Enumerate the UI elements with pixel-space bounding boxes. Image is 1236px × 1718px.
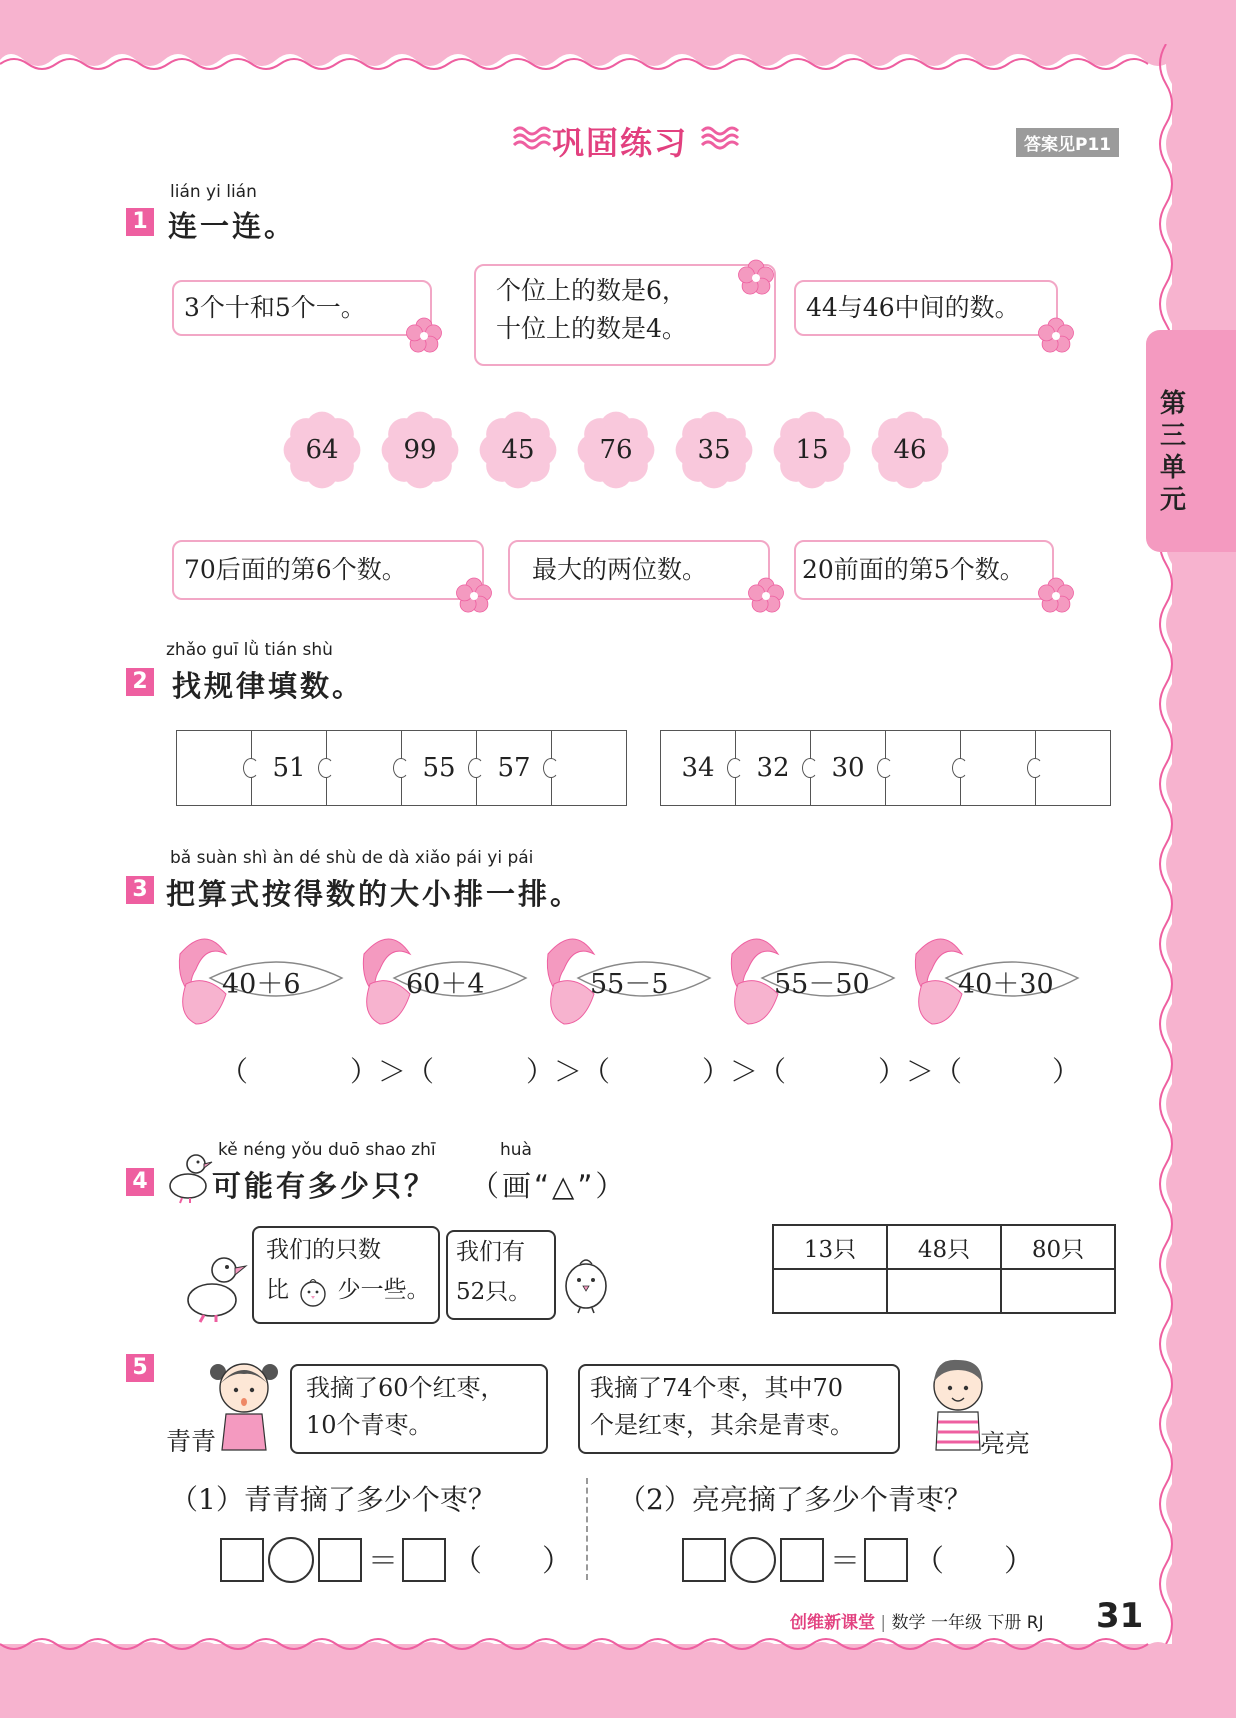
answer-reference: 答案见P11	[1016, 128, 1119, 157]
number-flower-value: 46	[893, 435, 927, 465]
duck-speech-line1: 我们的只数	[266, 1237, 381, 1263]
q2-row1-piece[interactable]	[551, 730, 627, 806]
q2-row1-piece: 51	[251, 730, 327, 806]
unit-side-tab-label: 第三单元	[1159, 389, 1186, 515]
order-blank[interactable]	[614, 1046, 694, 1088]
chick-inline-icon	[296, 1274, 330, 1308]
q4-answer-table	[772, 1224, 1116, 1314]
q1-title: 连一连。	[168, 209, 297, 243]
card-flower-icon	[1036, 316, 1076, 356]
card-flower-icon	[454, 576, 494, 616]
q4-mark-cell-80[interactable]	[1001, 1269, 1115, 1313]
right-wave-border	[1150, 44, 1190, 1644]
operator-circle[interactable]	[268, 1537, 314, 1583]
order-blank[interactable]	[966, 1046, 1046, 1088]
q4-option-80: 80只	[1001, 1225, 1115, 1269]
order-paren: ）	[1052, 1055, 1081, 1088]
boy-name: 亮亮	[980, 1429, 1031, 1458]
girl-speech-line1: 我摘了60个红枣，	[306, 1374, 505, 1402]
number-flower[interactable]	[380, 410, 460, 490]
duck-speech-bubble	[252, 1226, 440, 1324]
puzzle-notch	[243, 758, 259, 778]
puzzle-notch	[1027, 758, 1043, 778]
puzzle-notch	[802, 758, 818, 778]
q2-row1-piece: 55	[401, 730, 477, 806]
chick-icon	[560, 1250, 612, 1314]
answer-box[interactable]	[220, 1538, 264, 1582]
q3-number: 3	[126, 876, 154, 904]
number-flower[interactable]	[282, 410, 362, 490]
answer-box[interactable]	[402, 1538, 446, 1582]
order-paren: （	[220, 1055, 249, 1088]
bottom-wave-border	[0, 1628, 1172, 1668]
q2-row1-piece: 57	[476, 730, 552, 806]
number-flower-value: 64	[305, 435, 339, 465]
q4-mark-cell-48[interactable]	[887, 1269, 1001, 1313]
q1-card-top-2	[474, 264, 776, 366]
q5-sub1: （1）青青摘了多少个枣？	[170, 1483, 496, 1516]
footer-volume: 下册	[987, 1613, 1022, 1633]
q5-sub2: （2）亮亮摘了多少个青枣？	[618, 1483, 972, 1516]
girl-name: 青青	[166, 1427, 217, 1456]
order-blank[interactable]	[438, 1046, 518, 1088]
q4-pinyin-hua: huà	[500, 1140, 532, 1160]
page-title: 巩固练习	[552, 124, 689, 162]
girl-speech-line2: 10个青枣。	[306, 1411, 433, 1439]
number-flower[interactable]	[772, 410, 852, 490]
answer-box[interactable]	[318, 1538, 362, 1582]
title-wave-left-icon	[512, 125, 556, 151]
number-flower-value: 35	[697, 435, 731, 465]
q2-number: 2	[126, 668, 154, 696]
q5-number: 5	[126, 1354, 154, 1382]
q2-title: 找规律填数。	[172, 669, 365, 703]
q1-card-bottom-3: 20前面的第5个数。	[794, 540, 1054, 600]
q4-title-hint: （画“△”）	[470, 1169, 628, 1203]
expression-label: 40＋6	[222, 969, 301, 1000]
boy-speech-bubble	[578, 1364, 900, 1454]
answer-box[interactable]	[864, 1538, 908, 1582]
equals-sign: ＝	[830, 1544, 860, 1579]
number-flower[interactable]	[674, 410, 754, 490]
number-flower-value: 15	[795, 435, 829, 465]
q4-mark-cell-13[interactable]	[773, 1269, 887, 1313]
number-flower[interactable]	[870, 410, 950, 490]
number-flower[interactable]	[478, 410, 558, 490]
unit-blank[interactable]	[944, 1538, 1000, 1578]
puzzle-notch	[877, 758, 893, 778]
order-blank[interactable]	[790, 1046, 870, 1088]
boy-speech-line1: 我摘了74个枣，其中70	[590, 1374, 844, 1402]
q1-card-bottom-2: 最大的两位数。	[508, 540, 770, 600]
q5-divider	[586, 1478, 588, 1580]
answer-box[interactable]	[682, 1538, 726, 1582]
q1-card-top-2-line2: 十位上的数是4。	[496, 314, 687, 343]
q1-card-top-1: 3个十和5个一。	[172, 280, 432, 336]
q2-row2-piece[interactable]	[1035, 730, 1111, 806]
footer-edition: RJ	[1026, 1613, 1044, 1633]
card-flower-icon	[1036, 576, 1076, 616]
unit-paren-right: ）	[542, 1544, 572, 1579]
duck-small-icon	[164, 1148, 214, 1204]
unit-paren-left: （	[914, 1544, 944, 1579]
unit-paren-left: （	[452, 1544, 482, 1579]
q1-number: 1	[126, 208, 154, 236]
q2-row2-piece: 32	[735, 730, 811, 806]
card-flower-icon	[736, 258, 776, 298]
answer-box[interactable]	[780, 1538, 824, 1582]
puzzle-notch	[318, 758, 334, 778]
puzzle-notch	[543, 758, 559, 778]
order-blank[interactable]	[262, 1046, 342, 1088]
card-flower-icon	[746, 576, 786, 616]
q1-card-top-3: 44与46中间的数。	[794, 280, 1058, 336]
order-paren: ）＞（	[878, 1055, 963, 1088]
expression-label: 55－50	[774, 969, 870, 1000]
footer-brand: 创维新课堂	[790, 1613, 875, 1633]
q4-title: 可能有多少只？	[212, 1169, 437, 1203]
q3-title: 把算式按得数的大小排一排。	[166, 877, 583, 911]
unit-paren-right: ）	[1004, 1544, 1034, 1579]
chick-speech-line1: 我们有	[456, 1239, 525, 1265]
q1-card-top-2-line1: 个位上的数是6，	[496, 276, 687, 305]
top-wave-border	[0, 40, 1172, 80]
order-paren: ）＞（	[350, 1055, 435, 1088]
q4-number: 4	[126, 1168, 154, 1196]
equals-sign: ＝	[368, 1544, 398, 1579]
order-paren: ）＞（	[702, 1055, 787, 1088]
boy-speech-line2: 个是红枣，其余是青枣。	[590, 1411, 854, 1439]
expression-label: 40＋30	[958, 969, 1054, 1000]
puzzle-notch	[952, 758, 968, 778]
q4-option-13: 13只	[773, 1225, 887, 1269]
q2-row1-piece[interactable]	[176, 730, 252, 806]
duck-speech-line2	[266, 1270, 438, 1310]
operator-circle[interactable]	[730, 1537, 776, 1583]
puzzle-notch	[393, 758, 409, 778]
duck-speech-compare: 比	[266, 1277, 289, 1303]
footer-grade: 一年级	[930, 1613, 982, 1633]
number-flower-value: 45	[501, 435, 535, 465]
page-number: 31	[1096, 1596, 1144, 1636]
q2-row2-piece[interactable]	[960, 730, 1036, 806]
q2-row2-piece: 30	[810, 730, 886, 806]
footer: 创维新课堂 | 数学 一年级 下册 RJ	[790, 1613, 1044, 1633]
duck-speech-less: 少一些。	[337, 1277, 430, 1303]
number-flower[interactable]	[576, 410, 656, 490]
q3-pinyin: bǎ suàn shì àn dé shù de dà xiǎo pái yi pái	[170, 848, 534, 868]
title-wave-right-icon	[700, 125, 744, 151]
q2-row1-piece[interactable]	[326, 730, 402, 806]
number-flower-value: 76	[599, 435, 633, 465]
card-flower-icon	[404, 316, 444, 356]
q2-row2-piece: 34	[660, 730, 736, 806]
q1-pinyin: lián yi lián	[170, 182, 257, 202]
expression-label: 60＋4	[406, 969, 485, 1000]
puzzle-notch	[468, 758, 484, 778]
expression-label: 55－5	[590, 969, 669, 1000]
q4-option-48: 48只	[887, 1225, 1001, 1269]
duck-icon	[184, 1250, 248, 1324]
puzzle-notch	[727, 758, 743, 778]
chick-speech-bubble	[446, 1230, 556, 1320]
q2-pinyin: zhǎo guī lǜ tián shù	[166, 640, 333, 660]
number-flower-value: 99	[403, 435, 437, 465]
order-paren: ）＞（	[526, 1055, 611, 1088]
girl-speech-bubble	[290, 1364, 548, 1454]
q4-pinyin: kě néng yǒu duō shao zhī	[218, 1140, 436, 1160]
footer-subject: 数学	[891, 1613, 926, 1633]
chick-speech-line2: 52只。	[456, 1279, 532, 1305]
q2-row2-piece[interactable]	[885, 730, 961, 806]
unit-blank[interactable]	[482, 1538, 538, 1578]
q1-card-bottom-1: 70后面的第6个数。	[172, 540, 484, 600]
